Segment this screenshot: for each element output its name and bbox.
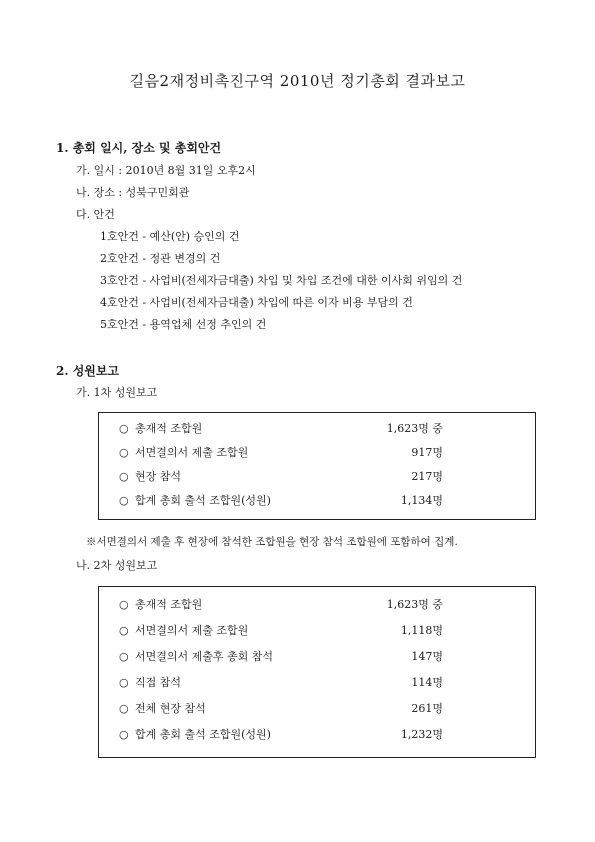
agenda-label: 다. 안건 — [76, 208, 115, 221]
quorum-row-value: 1,623명 중 — [386, 598, 443, 611]
quorum-row-value: 1,134명 — [400, 494, 443, 507]
bullet-circle: ○ — [119, 494, 129, 507]
bullet-circle: ○ — [119, 422, 129, 435]
quorum-row-label: 총재적 조합원 — [135, 598, 203, 611]
quorum-row — [99, 467, 535, 487]
second-quorum-label: 나. 2차 성원보고 — [76, 559, 158, 572]
bullet-circle: ○ — [119, 676, 129, 689]
quorum-row — [99, 699, 535, 719]
bullet-circle: ○ — [119, 598, 129, 611]
quorum-row-value: 147명 — [411, 650, 443, 663]
quorum-row — [99, 419, 535, 439]
bullet-circle: ○ — [119, 624, 129, 637]
quorum-row-label: 서면결의서 제출 조합원 — [135, 624, 249, 637]
agenda-item-4: 4호안건 - 사업비(전세자금대출) 차입에 따른 이자 비용 부담의 건 — [100, 296, 413, 309]
quorum-row-label: 현장 참석 — [135, 470, 182, 483]
quorum-row — [99, 443, 535, 463]
quorum-row-value: 1,623명 중 — [386, 422, 443, 435]
second-quorum-box — [98, 586, 536, 758]
quorum-row — [99, 647, 535, 667]
quorum-row-value: 1,118명 — [400, 624, 443, 637]
agenda-item-5: 5호안건 - 용역업체 선정 추인의 건 — [100, 318, 267, 331]
bullet-circle: ○ — [119, 446, 129, 459]
section-2-heading: 2. 성원보고 — [56, 364, 120, 378]
agenda-item-2: 2호안건 - 정관 변경의 건 — [100, 252, 221, 265]
meeting-place: 나. 장소 : 성북구민회관 — [76, 186, 190, 199]
quorum-row-value: 1,232명 — [400, 728, 443, 741]
quorum-row-value: 114명 — [411, 676, 443, 689]
first-quorum-label: 가. 1차 성원보고 — [76, 386, 158, 399]
quorum-row — [99, 621, 535, 641]
quorum-row-label: 합계 총회 출석 조합원(성원) — [135, 494, 271, 507]
quorum-row — [99, 595, 535, 615]
quorum-row-value: 261명 — [411, 702, 443, 715]
quorum-row-label: 전체 현장 참석 — [135, 702, 206, 715]
quorum-row-value: 917명 — [411, 446, 443, 459]
bullet-circle: ○ — [119, 702, 129, 715]
quorum-row-label: 합계 총회 출석 조합원(성원) — [135, 728, 271, 741]
agenda-item-1: 1호안건 - 예산(안) 승인의 건 — [100, 230, 240, 243]
quorum-row-label: 직접 참석 — [135, 676, 182, 689]
aggregation-note: ※서면결의서 제출 후 현장에 참석한 조합원을 현장 참석 조합원에 포함하여 집계. — [86, 536, 458, 548]
quorum-row — [99, 725, 535, 745]
quorum-row — [99, 673, 535, 693]
quorum-row-label: 서면결의서 제출 조합원 — [135, 446, 249, 459]
quorum-row-value: 217명 — [411, 470, 443, 483]
bullet-circle: ○ — [119, 650, 129, 663]
document-title: 길음2재정비촉진구역 2010년 정기총회 결과보고 — [129, 72, 466, 90]
meeting-date: 가. 일시 : 2010년 8월 31일 오후2시 — [76, 164, 256, 177]
quorum-row-label: 서면결의서 제출후 총회 참석 — [135, 650, 274, 663]
section-1-heading: 1. 총회 일시, 장소 및 총회안건 — [56, 141, 222, 155]
first-quorum-box — [98, 412, 536, 520]
agenda-item-3: 3호안건 - 사업비(전세자금대출) 차입 및 차입 조건에 대한 이사회 위임의 건 — [100, 274, 463, 287]
quorum-row — [99, 491, 535, 511]
bullet-circle: ○ — [119, 728, 129, 741]
bullet-circle: ○ — [119, 470, 129, 483]
quorum-row-label: 총재적 조합원 — [135, 422, 203, 435]
